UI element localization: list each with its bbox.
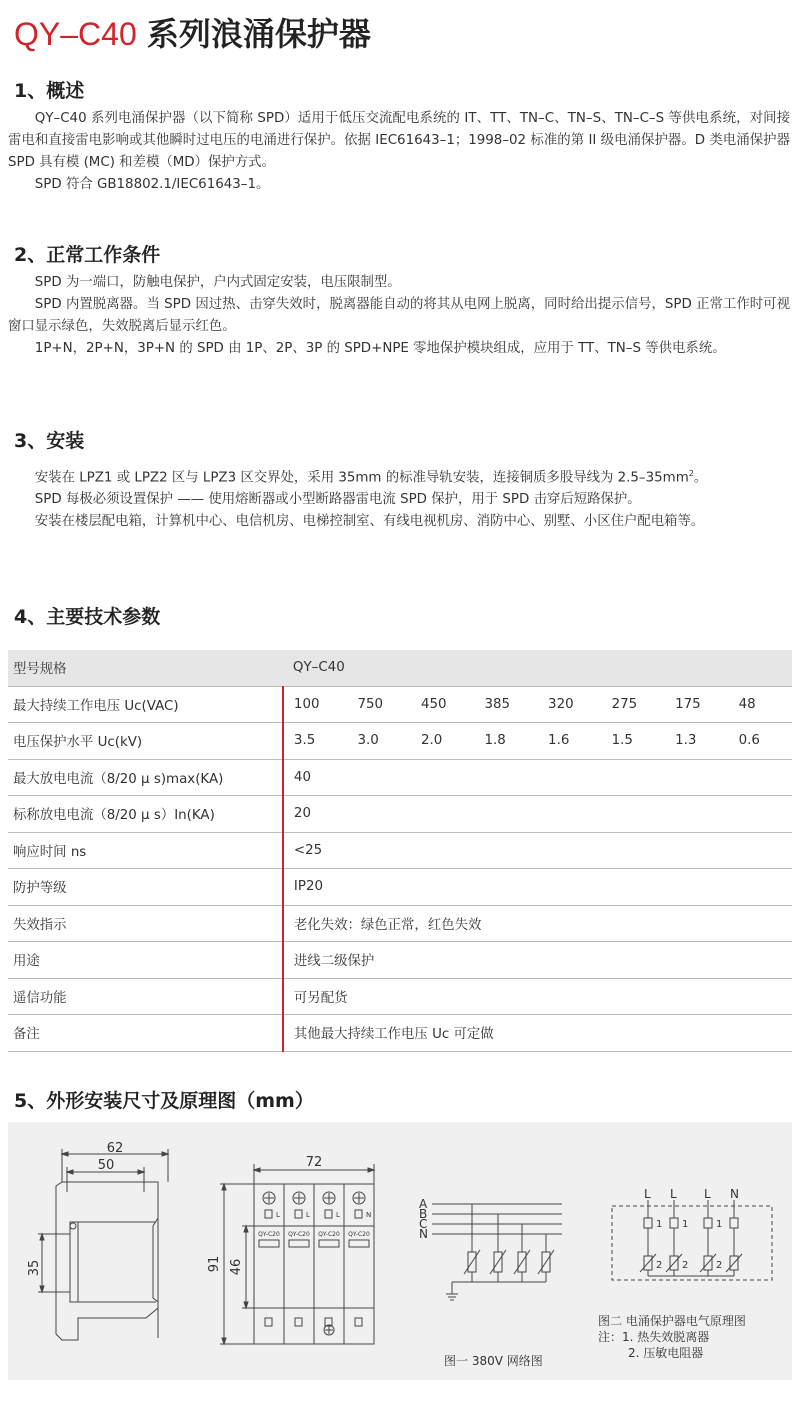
figure2-note2: 2. 压敏电阻器 xyxy=(628,1346,704,1360)
network-line-label: N xyxy=(419,1227,428,1241)
cell: 40 xyxy=(283,759,792,796)
dim-50-label: 50 xyxy=(97,1158,115,1173)
figure2-caption: 图二 电涌保护器电气原理图 xyxy=(598,1314,746,1328)
cell: 1.5 xyxy=(602,723,666,760)
row-label: 失效指示 xyxy=(8,905,283,942)
cell: 1.6 xyxy=(538,723,602,760)
cell: IP20 xyxy=(283,869,792,906)
paragraph: 安装在 LPZ1 或 LPZ2 区与 LPZ3 区交界处，采用 35mm 的标准导轨安装，连接铜质多股导线为 $2.5-35mm^2$。 xyxy=(34,469,708,486)
table-header-label: 型号规格 xyxy=(8,650,283,686)
section-heading-conditions: 2、正常工作条件 xyxy=(14,244,161,266)
paragraph: SPD 每极必须设置保护 —— 使用熔断器或小型断路器雷电流 SPD 保护，用于 SPD 击穿后短路保护。 xyxy=(34,492,641,508)
row-label: 最大持续工作电压 Uc(VAC) xyxy=(8,686,283,723)
cell: 275 xyxy=(602,686,666,723)
network-line-label: B xyxy=(419,1207,428,1221)
cell: 其他最大持续工作电压 Uc 可定做 xyxy=(283,1015,792,1052)
dim-72-label: 72 xyxy=(305,1155,323,1170)
table-row xyxy=(8,686,792,723)
figure1-caption: 图一 380V 网络图 xyxy=(444,1354,543,1368)
superscript: 2 xyxy=(688,469,694,478)
table-header-value: QY–C40 xyxy=(283,650,792,686)
table-row xyxy=(8,723,792,760)
cell: 20 xyxy=(283,796,792,833)
cell: 450 xyxy=(411,686,475,723)
module-label: QY-C20 xyxy=(288,1231,310,1238)
network-line-label: A xyxy=(419,1197,428,1211)
section-heading-dimensions: 5、外形安装尺寸及原理图（mm） xyxy=(14,1090,314,1112)
cell: 1.8 xyxy=(475,723,539,760)
cell: 进线二级保护 xyxy=(283,942,792,979)
side-view-drawing xyxy=(38,1149,168,1340)
module-label: QY-C20 xyxy=(318,1231,340,1238)
cell: 1.3 xyxy=(665,723,729,760)
section-heading-specs: 4、主要技术参数 xyxy=(14,606,161,628)
disconnector-label: 1 xyxy=(716,1219,723,1230)
figure-panel xyxy=(8,1122,792,1380)
terminal-label: L xyxy=(336,1211,340,1219)
front-view-drawing xyxy=(220,1164,374,1344)
section-heading-overview: 1、概述 xyxy=(14,80,85,102)
section-body-overview xyxy=(8,108,790,196)
paragraph: 1P+N，2P+N，3P+N 的 SPD 由 1P、2P、3P 的 SPD+NPE 零地保护模块组成，应用于 TT、TN–S 等供电系统。 xyxy=(34,341,726,356)
row-label: 响应时间 ns xyxy=(8,832,283,869)
paragraph: QY–C40 系列电涌保护器（以下简称 SPD）适用于低压交流配电系统的 IT、TT、TN–C、TN–S、TN–C–S 等供电系统，对间接雷电和直接雷电影响或其他瞬时过电压的电涌进行保护。依据 IEC61643–1；1998–02 标准的第 II 级电涌保护器。D 类电涌保护器 SPD 具有模 (MC) 和差模（MD）保护方式。 xyxy=(8,111,790,170)
disconnector-label: 1 xyxy=(656,1219,663,1230)
cell: 3.5 xyxy=(283,723,348,760)
paragraph-text: 安装在 LPZ1 或 LPZ2 区与 LPZ3 区交界处，采用 35mm 的标准导轨安装，连接铜质多股导线为 2.5–35mm xyxy=(34,470,689,486)
terminal-label: L xyxy=(306,1211,310,1219)
table-row xyxy=(8,869,792,906)
row-label: 备注 xyxy=(8,1015,283,1052)
section-body-conditions xyxy=(8,272,790,360)
cell: 可另配货 xyxy=(283,978,792,1015)
row-label: 用途 xyxy=(8,942,283,979)
dim-35-label: 35 xyxy=(27,1259,42,1277)
disconnector-label: 1 xyxy=(682,1219,689,1230)
varistor-label: 2 xyxy=(656,1260,663,1271)
cell: 2.0 xyxy=(411,723,475,760)
cell: 3.0 xyxy=(347,723,411,760)
module-label: QY-C20 xyxy=(348,1231,370,1238)
cell: 老化失效：绿色正常，红色失效 xyxy=(283,905,792,942)
table-row xyxy=(8,905,792,942)
cell: 175 xyxy=(665,686,729,723)
row-label: 防护等级 xyxy=(8,869,283,906)
row-label: 最大放电电流（8/20 μ s)max(KA) xyxy=(8,759,283,796)
dim-91-label: 91 xyxy=(207,1255,222,1273)
network-line-label: C xyxy=(419,1217,428,1231)
terminal-label: L xyxy=(276,1211,280,1219)
table-row xyxy=(8,832,792,869)
paragraph: SPD 符合 GB18802.1/IEC61643–1。 xyxy=(34,177,270,192)
cell: 385 xyxy=(475,686,539,723)
paragraph: SPD 内置脱离器。当 SPD 因过热、击穿失效时，脱离器能自动的将其从电网上脱离，同时给出提示信号，SPD 正常工作时可视窗口显示绿色，失效脱离后显示红色。 xyxy=(8,297,790,334)
schematic-phase-label: L xyxy=(704,1187,711,1201)
table-row xyxy=(8,1015,792,1052)
cell: <25 xyxy=(283,832,792,869)
table-row xyxy=(8,796,792,833)
row-label: 电压保护水平 Uc(kV) xyxy=(8,723,283,760)
spec-table xyxy=(8,650,792,1052)
cell: 0.6 xyxy=(729,723,792,760)
row-label: 标称放电电流（8/20 μ s）In(KA) xyxy=(8,796,283,833)
dim-62-label: 62 xyxy=(106,1141,124,1156)
module-label: QY-C20 xyxy=(258,1231,280,1238)
figure2-note1: 注：1. 热失效脱离器 xyxy=(598,1330,710,1344)
cell: 750 xyxy=(347,686,411,723)
section-heading-install: 3、安装 xyxy=(14,430,85,452)
schematic-phase-label: N xyxy=(730,1187,739,1201)
table-row xyxy=(8,942,792,979)
dim-46-label: 46 xyxy=(229,1258,244,1276)
row-label: 遥信功能 xyxy=(8,978,283,1015)
paragraph: SPD 为一端口，防触电保护，户内式固定安装，电压限制型。 xyxy=(34,275,401,290)
schematic-phase-label: L xyxy=(644,1187,651,1201)
page-title xyxy=(14,14,371,54)
schematic-drawing xyxy=(612,1200,772,1280)
title-name: 系列浪涌保护器 xyxy=(146,15,371,53)
varistor-label: 2 xyxy=(716,1260,723,1271)
table-row xyxy=(8,978,792,1015)
schematic-phase-label: L xyxy=(670,1187,677,1201)
paragraph: 安装在楼层配电箱，计算机中心、电信机房、电梯控制室、有线电视机房、消防中心、别墅、小区住户配电箱等。 xyxy=(34,514,705,530)
title-model: QY–C40 xyxy=(14,16,137,52)
cell: 48 xyxy=(729,686,792,723)
cell: 100 xyxy=(283,686,348,723)
network-drawing xyxy=(432,1204,562,1300)
table-row xyxy=(8,759,792,796)
cell: 320 xyxy=(538,686,602,723)
table-header-row xyxy=(8,650,792,686)
varistor-label: 2 xyxy=(682,1260,689,1271)
section-body-install xyxy=(8,463,790,533)
terminal-label: N xyxy=(366,1211,372,1219)
